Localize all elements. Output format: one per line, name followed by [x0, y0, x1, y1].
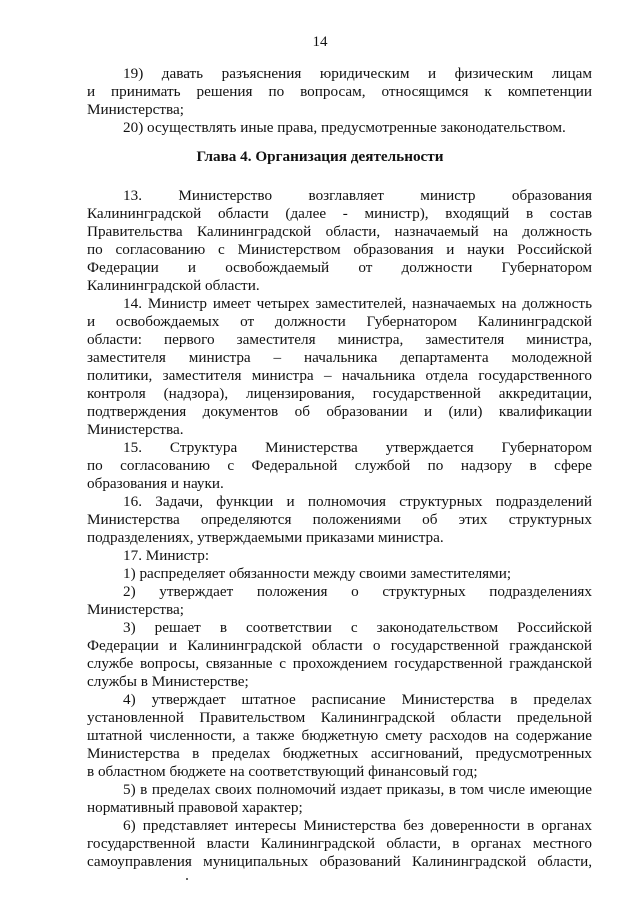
text-line: Министерства в пределах бюджетных ассигнований, предусмотренных: [87, 745, 592, 762]
text-line: 17. Министр:: [123, 547, 210, 564]
text-line: подтверждения документов об образовании и (или) квалификации: [87, 403, 592, 420]
text-line: 4) утверждает штатное расписание Министерства в пределах: [123, 691, 592, 708]
text-line: самоуправления муниципальных образований Калининградской области,: [87, 853, 592, 870]
text-line: Федерации и освобождаемый от должности Губернатором: [87, 259, 592, 276]
text-line: 5) в пределах своих полномочий издает приказы, в том числе имеющие: [123, 781, 592, 798]
text-line: Министерства;: [87, 601, 184, 618]
text-line: политики, заместителя министра – начальника отдела государственного: [87, 367, 592, 384]
text-line: области: первого заместителя министра, заместителя министра,: [87, 331, 592, 348]
text-line: Министерства.: [87, 421, 184, 438]
text-line: и освобождаемых от должности Губернатором Калининградской: [87, 313, 592, 330]
text-line: образования и науки.: [87, 475, 224, 492]
scan-speck: [186, 878, 188, 880]
text-line: 14. Министр имеет четырех заместителей, назначаемых на должность: [123, 295, 592, 312]
text-line: в областном бюджете на соответствующий финансовый год;: [87, 763, 478, 780]
text-line: Министерства определяются положениями об этих структурных: [87, 511, 592, 528]
text-line: установленной Правительством Калининградской области предельной: [87, 709, 592, 726]
text-line: 15. Структура Министерства утверждается Губернатором: [123, 439, 592, 456]
text-line: Министерства;: [87, 101, 184, 118]
text-line: Федерации и Калининградской области о государственной гражданской: [87, 637, 592, 654]
page-number: 14: [312, 34, 328, 50]
text-line: службы в Министерстве;: [87, 673, 249, 690]
text-line: нормативный правовой характер;: [87, 799, 303, 816]
text-line: 1) распределяет обязанности между своими заместителями;: [123, 565, 512, 582]
text-line: штатной численности, а также бюджетную смету расходов на содержание: [87, 727, 592, 744]
text-line: Правительства Калининградской области, назначаемый на должность: [87, 223, 592, 240]
text-line: контроля (надзора), лицензирования, государственной аккредитации,: [87, 385, 592, 402]
text-line: 13. Министерство возглавляет министр образования: [123, 187, 592, 204]
text-line: 2) утверждает положения о структурных подразделениях: [123, 583, 592, 600]
text-line: 16. Задачи, функции и полномочия структурных подразделений: [123, 493, 592, 510]
text-line: заместителя министра – начальника департамента молодежной: [87, 349, 592, 366]
text-line: службе вопросы, связанные с прохождением государственной гражданской: [87, 655, 592, 672]
text-line: Калининградской области.: [87, 277, 260, 294]
text-line: подразделениях, утверждаемыми приказами министра.: [87, 529, 444, 546]
text-line: государственной власти Калининградской области, в органах местного: [87, 835, 592, 852]
text-line: по согласованию с Федеральной службой по надзору в сфере: [87, 457, 592, 474]
text-line: 3) решает в соответствии с законодательством Российской: [123, 619, 592, 636]
chapter-heading: Глава 4. Организация деятельности: [196, 148, 444, 165]
text-line: 19) давать разъяснения юридическим и физическим лицам: [123, 65, 592, 82]
text-line: 6) представляет интересы Министерства без доверенности в органах: [123, 817, 592, 834]
text-line: 20) осуществлять иные права, предусмотренные законодательством.: [123, 119, 566, 136]
text-line: и принимать решения по вопросам, относящимся к компетенции: [87, 83, 592, 100]
text-line: Калининградской области (далее - министр), входящий в состав: [87, 205, 592, 222]
text-line: по согласованию с Министерством образования и науки Российской: [87, 241, 592, 258]
